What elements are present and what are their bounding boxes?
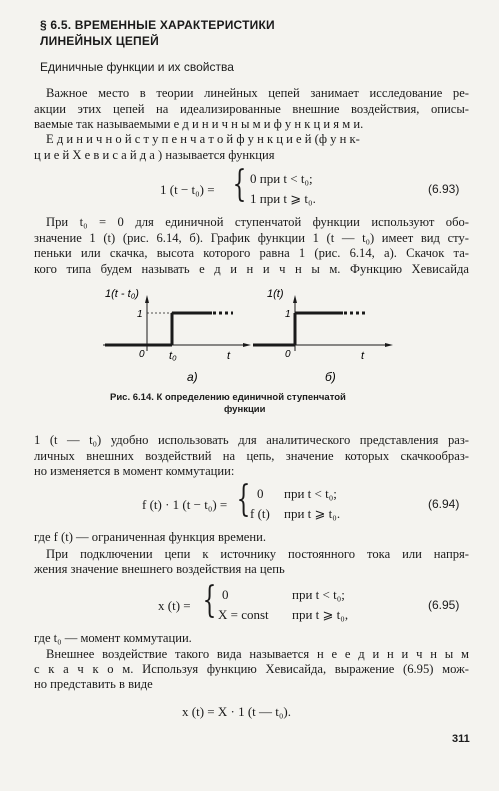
para3-line-1: 1 (t — t₀) удобно использовать для аналитического представления раз-: [34, 433, 469, 447]
panel-a-x-tick: t₀: [169, 350, 177, 362]
eq693-lhs: 1 (t − t₀) =: [160, 182, 215, 197]
section-title-line1: § 6.5. ВРЕМЕННЫЕ ХАРАКТЕРИСТИКИ: [40, 18, 275, 32]
definition-line-2: ц и е й Х е в и с а й д а ) называется функция: [34, 148, 275, 162]
eq694-case2-condition: при t ⩾ t₀.: [284, 506, 341, 521]
figure-6-14: [95, 283, 415, 388]
eq695-brace: {: [202, 580, 217, 621]
para5-line-1: Внешнее воздействие такого вида называется н е е д и н и ч н ы м: [46, 647, 469, 661]
panel-b-x-arrow: [385, 343, 393, 347]
eq693-number: (6.93): [428, 182, 460, 196]
para2-line-1: При t₀ = 0 для единичной ступенчатой функции используют обо-: [46, 215, 469, 229]
para2-line-2: значение 1 (t) (рис. 6.14, б). График функции 1 (t — t₀) имеет вид сту-: [34, 231, 469, 245]
eq695-case1-condition: при t < t₀;: [292, 587, 345, 602]
panel-a-origin: 0: [139, 349, 145, 360]
panel-b-y-label: 1(t): [267, 288, 284, 300]
subsection-title: Единичные функции и их свойства: [40, 60, 234, 74]
intro-line-1: Важное место в теории линейных цепей занимает исследование ре-: [46, 86, 469, 100]
eq695-lhs: x (t) =: [158, 598, 191, 613]
panel-b-y-tick: 1: [285, 309, 291, 320]
panel-b-caption: б): [325, 370, 336, 384]
eq693-case1: 0 при t < t₀;: [250, 171, 313, 186]
eq694-case1-value: 0: [257, 486, 264, 501]
panel-a-y-label: 1(t - t₀): [105, 288, 139, 300]
eq694-brace: {: [236, 479, 251, 520]
para4-line-2: жения значение внешнего воздействия на цепь: [34, 562, 285, 576]
eq695-case2-value: X = const: [218, 607, 269, 622]
page-number: 311: [452, 733, 470, 745]
para2-line-3: пеньки или скачка, высота которого равна 1 (рис. 6.14, а). Скачок та-: [34, 246, 469, 260]
para4-line-1: При подключении цепи к источнику постоянного тока или напря-: [46, 547, 469, 561]
figure-caption-line-2: функции: [224, 404, 266, 415]
panel-a-x-arrow: [243, 343, 251, 347]
para3-line-2: личных внешних воздействий на цепь, значение которых скачкообраз-: [34, 449, 469, 463]
eq695-number: (6.95): [428, 598, 460, 612]
figure-panel-b: [253, 288, 393, 384]
figure-panel-a: [103, 288, 251, 384]
intro-line-2: акции этих цепей на идеализированные внешние воздействия, описы-: [34, 102, 469, 116]
eq694-lhs: f (t) · 1 (t − t₀) =: [142, 497, 228, 512]
eq693-brace: {: [232, 164, 247, 205]
eq695-case2-condition: при t ⩾ t₀,: [292, 607, 349, 622]
para5-line-2: с к а ч к о м. Используя функцию Хевисайда, выражение (6.95) мож-: [34, 662, 469, 676]
para5-line-3: но представить в виде: [34, 677, 153, 691]
eq694-case1-condition: при t < t₀;: [284, 486, 337, 501]
section-title-line2: ЛИНЕЙНЫХ ЦЕПЕЙ: [40, 34, 159, 48]
final-equation: x (t) = X · 1 (t — t₀).: [182, 704, 291, 719]
eq693-case2: 1 при t ⩾ t₀.: [250, 191, 316, 206]
panel-b-x-label: t: [361, 350, 365, 362]
figure-caption-line-1: Рис. 6.14. К определению единичной ступенчатой: [110, 392, 346, 403]
eq694-case2-value: f (t): [250, 506, 270, 521]
intro-line-3: ваемые так называемыми е д и н и ч н ы м и ф у н к ц и я м и.: [34, 117, 364, 131]
panel-a-x-label: t: [227, 350, 231, 362]
panel-b-origin: 0: [285, 349, 291, 360]
panel-a-caption: а): [187, 370, 198, 384]
eq695-case1-value: 0: [222, 587, 229, 602]
panel-b-y-arrow: [293, 295, 297, 303]
eq694-number: (6.94): [428, 497, 460, 511]
panel-a-y-tick: 1: [137, 309, 143, 320]
definition-line-1: Е д и н и ч н о й с т у п е н ч а т о й ф у н к ц и е й (ф у н к-: [46, 132, 360, 146]
where-f-line: где f (t) — ограниченная функция времени.: [34, 530, 267, 544]
where-t0-line: где t₀ — момент коммутации.: [34, 631, 192, 645]
panel-a-y-arrow: [145, 295, 149, 303]
para3-line-3: но изменяется в момент коммутации:: [34, 464, 235, 478]
para2-line-4: кого типа будем называть е д и н и ч н ы м. Функцию Хевисайда: [34, 262, 469, 276]
